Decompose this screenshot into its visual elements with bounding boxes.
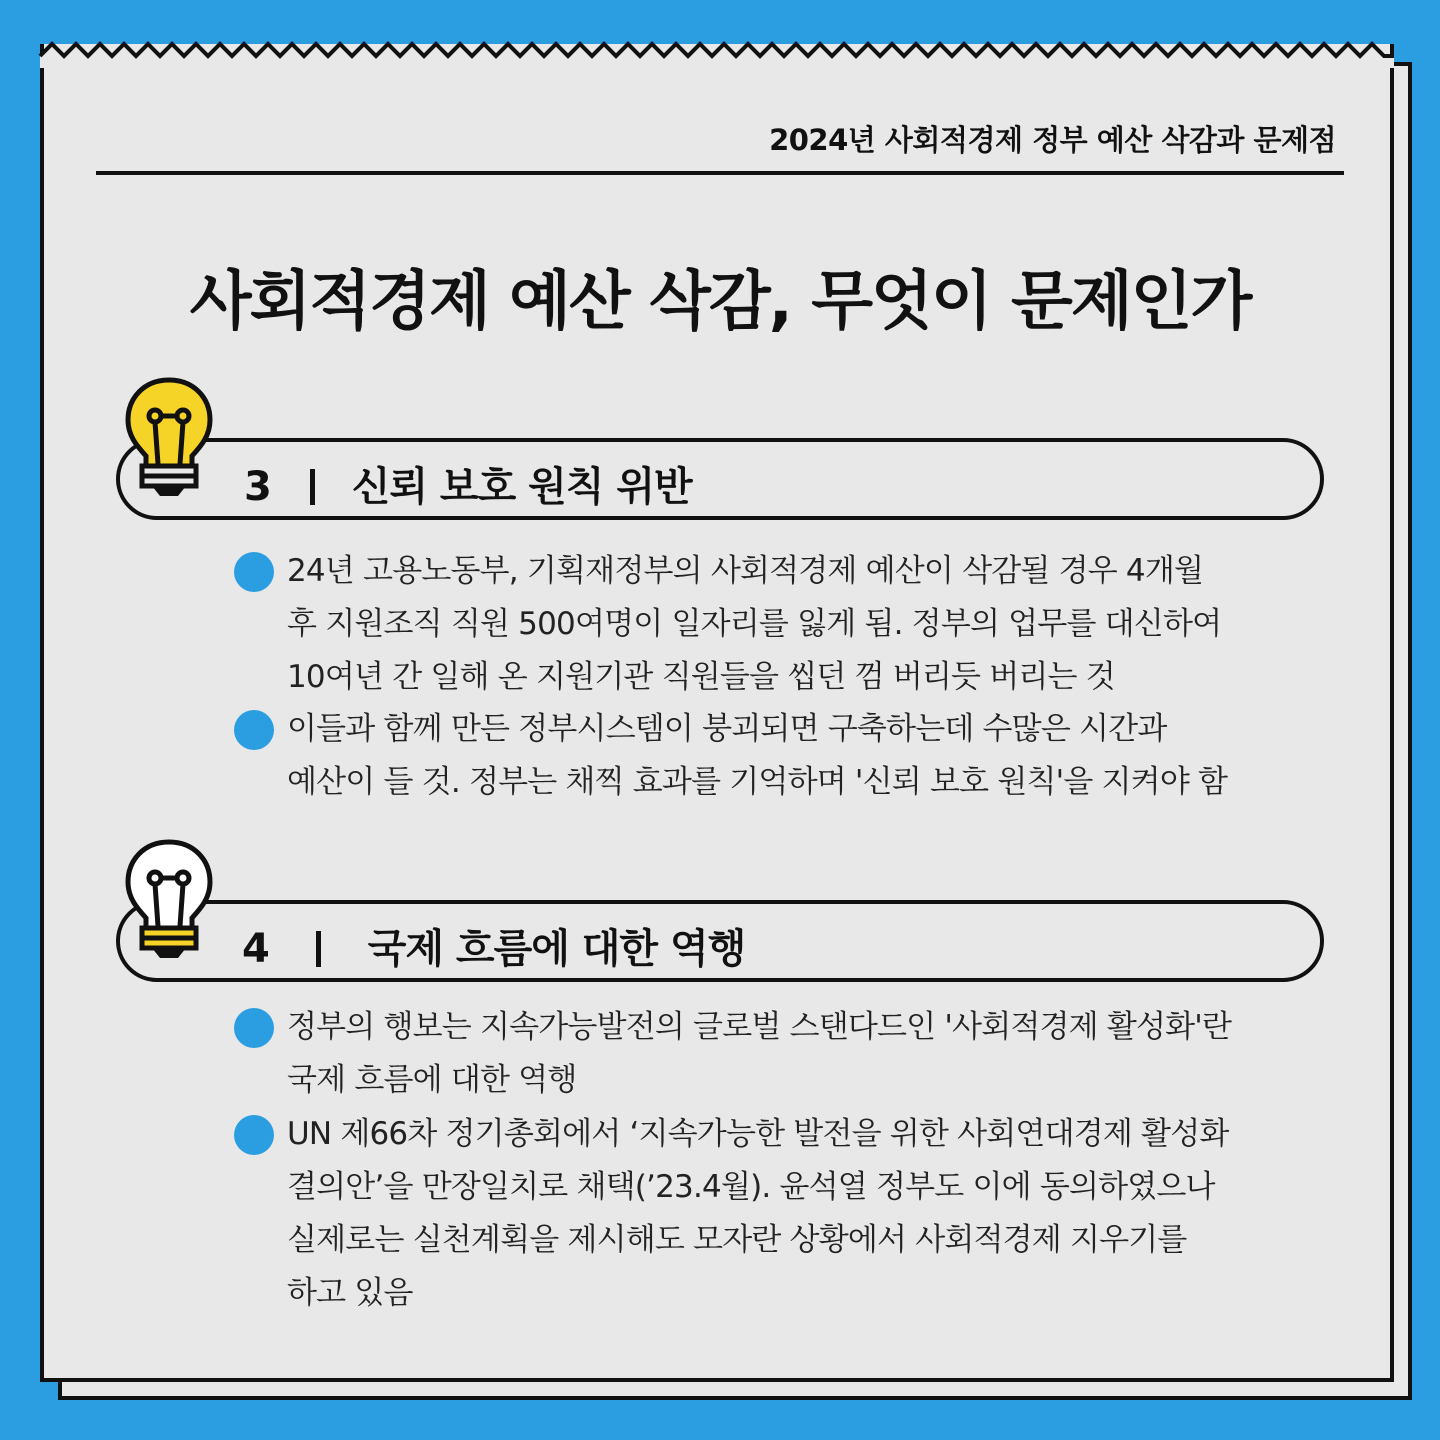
lightbulb-icon	[122, 376, 216, 500]
bullet-text: 이들과 함께 만든 정부시스템이 붕괴되면 구축하는데 수많은 시간과 예산이 들 것. 정부는 채찍 효과를 기억하며 '신뢰 보호 원칙'을 지켜야 함	[287, 711, 1228, 800]
separator	[316, 931, 321, 967]
bullet-text: UN 제66차 정기총회에서 ‘지속가능한 발전을 위한 사회연대경제 활성화 결의안’을 만장일치로 채택(’23.4월). 윤석열 정부도 이에 동의하였으나 실제로는 실천계획을 제시해도 모자란 상황에서 사회적경제 지우기를 하고 있음	[287, 1116, 1229, 1311]
page-title: 사회적경제 예산 삭감, 무엇이 문제인가	[189, 265, 1251, 339]
section-title: 국제 흐름에 대한 역행	[367, 926, 746, 972]
section-4-heading	[242, 917, 745, 974]
bullet-dot	[234, 1008, 274, 1048]
section-title: 신뢰 보호 원칙 위반	[351, 464, 692, 510]
lightbulb-icon	[122, 838, 216, 962]
section-3-heading	[244, 455, 692, 512]
bullet-text: 24년 고용노동부, 기획재정부의 사회적경제 예산이 삭감될 경우 4개월 후 지원조직 직원 500여명이 일자리를 잃게 됨. 정부의 업무를 대신하여 10여년 간 일해 온 지원기관 직원들을 씹던 껌 버리듯 버리는 것	[287, 553, 1222, 695]
header-divider	[96, 171, 1344, 175]
bullet-dot	[234, 1115, 274, 1155]
bullet-dot	[234, 710, 274, 750]
section-number: 4	[242, 926, 269, 972]
bullet-text: 정부의 행보는 지속가능발전의 글로벌 스탠다드인 '사회적경제 활성화'란 국제 흐름에 대한 역행	[287, 1009, 1232, 1098]
section-number: 3	[244, 464, 271, 510]
header-subtitle: 2024년 사회적경제 정부 예산 삭감과 문제점	[769, 123, 1336, 157]
torn-edge	[36, 36, 1398, 68]
separator	[310, 469, 315, 505]
bullet-dot	[234, 552, 274, 592]
